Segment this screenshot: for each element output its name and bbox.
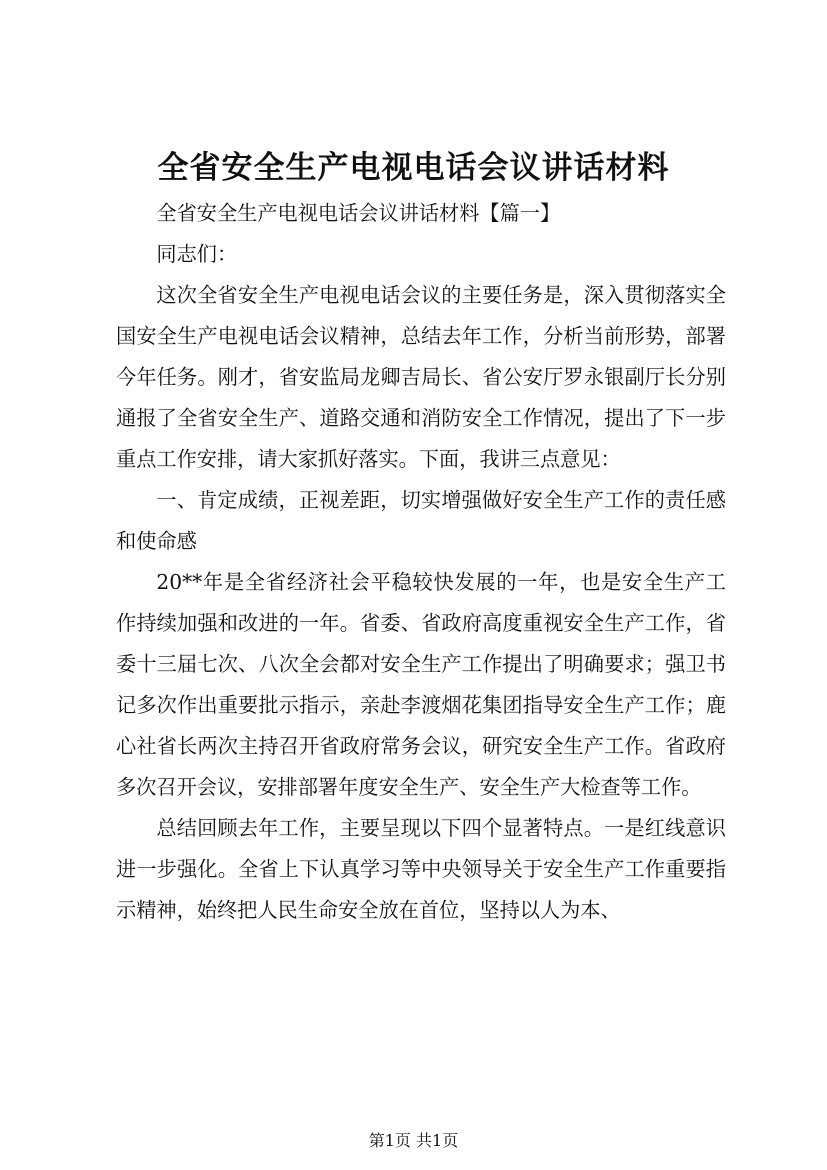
page-footer: 第1页 共1页 — [368, 1131, 459, 1150]
document-title: 全省安全生产电视电话会议讲话材料 — [157, 150, 670, 186]
subtitle-paragraph: 全省安全生产电视电话会议讲话材料【篇一】 — [156, 201, 561, 225]
section-heading-paragraph: 一、肯定成绩，正视差距，切实增强做好安全生产工作的责任感和使命感 — [116, 488, 726, 553]
body-paragraph: 20**年是全省经济社会平稳较快发展的一年，也是安全生产工作持续加强和改进的一年。省委、省政府高度重视安全生产工作，省委十三届七次、八次全会都对安全生产工作提出了明确要求；强卫书记多次作出重要批示指示，亲赴李渡烟花集团指导安全生产工作；鹿心社省长两次主持召开省政府常务会议，研究安全生产工作。省政府多次召开会议，安排部署年度安全生产、安全生产大检查等工作。 — [116, 570, 726, 799]
salutation-paragraph: 同志们： — [156, 242, 238, 266]
intro-paragraph: 这次全省安全生产电视电话会议的主要任务是，深入贯彻落实全国安全生产电视电话会议精神，总结去年工作，分析当前形势，部署今年任务。刚才，省安监局龙卿吉局长、省公安厅罗永银副厅长分别通报了全省安全生产、道路交通和消防安全工作情况，提出了下一步重点工作安排，请大家抓好落实。下面，我讲三点意见： — [116, 283, 726, 471]
body-paragraph: 总结回顾去年工作，主要呈现以下四个显著特点。一是红线意识进一步强化。全省上下认真学习等中央领导关于安全生产工作重要指示精神，始终把人民生命安全放在首位，坚持以人为本、 — [116, 816, 726, 922]
document-body — [116, 193, 726, 931]
